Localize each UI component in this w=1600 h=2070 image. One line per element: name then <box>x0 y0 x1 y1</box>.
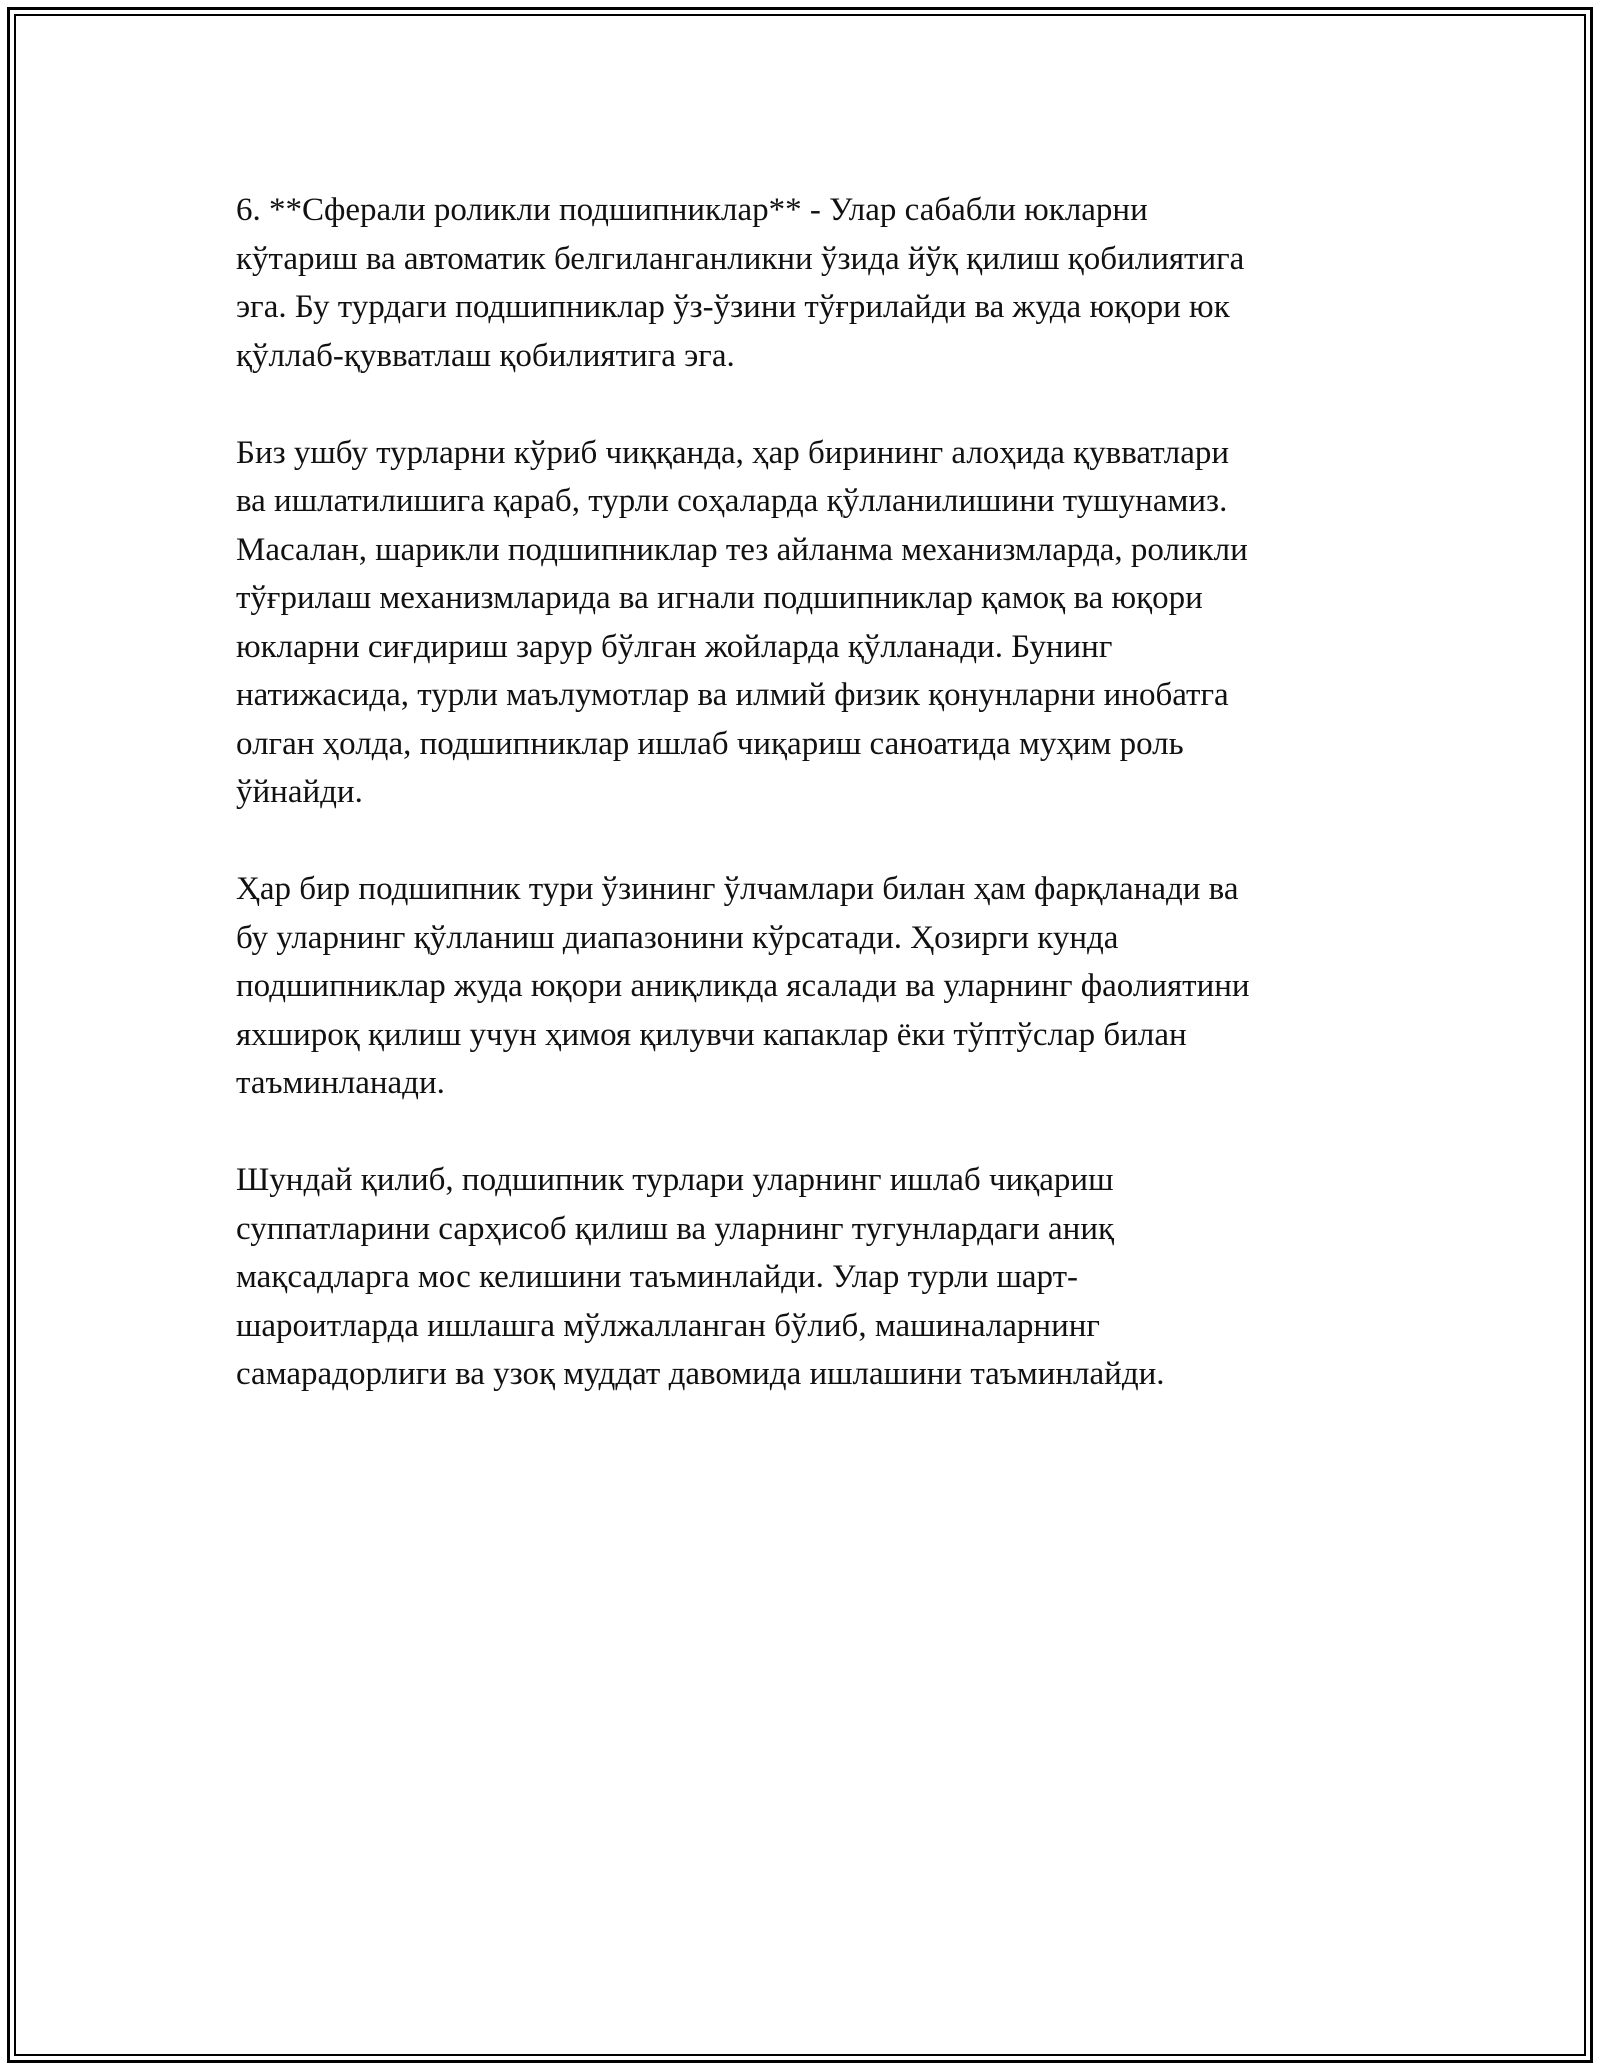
text-line: Биз ушбу турларни кўриб чиққанда, ҳар бирининг алоҳида қувватлари <box>236 434 1230 471</box>
paragraph-applications <box>236 429 1386 817</box>
text-line: кўтариш ва автоматик белгиланганликни ўзида йўқ қилиш қобилиятига <box>236 240 1245 277</box>
text-line: Ҳар бир подшипник тури ўзининг ўлчамлари билан ҳам фарқланади ва <box>236 871 1239 907</box>
text-line: ўйнайди. <box>236 774 363 810</box>
text-line: самарадорлиги ва узоқ муддат давомида ишлашини таъминлайди. <box>236 1356 1165 1392</box>
text-line: олган ҳолда, подшипниклар ишлаб чиқариш саноатида муҳим роль <box>236 725 1184 762</box>
text-line: 6. **Сферали роликли подшипниклар** - Улар сабабли юкларни <box>236 192 1148 228</box>
text-line: натижасида, турли маълумотлар ва илмий физик қонунларни инобатга <box>236 677 1229 713</box>
text-line: суппатларини сарҳисоб қилиш ва уларнинг тугунлардаги аниқ <box>236 1210 1115 1247</box>
text-line: эга. Бу турдаги подшипниклар ўз-ўзини тўғрилайди ва жуда юқори юк <box>236 289 1230 325</box>
paragraph-conclusion <box>236 1156 1386 1399</box>
text-line: таъминланади. <box>236 1065 445 1101</box>
text-line: бу уларнинг қўлланиш диапазонини кўрсатади. Ҳозирги кунда <box>236 919 1119 956</box>
paragraph-spherical-roller-bearings <box>236 186 1386 380</box>
paragraph-dimensions <box>236 865 1386 1108</box>
text-line: Шундай қилиб, подшипник турлари уларнинг ишлаб чиқариш <box>236 1162 1114 1198</box>
text-line: яхшироқ қилиш учун ҳимоя қилувчи капаклар ёки тўптўслар билан <box>236 1016 1187 1053</box>
text-line: мақсадларга мос келишини таъминлайди. Улар турли шарт- <box>236 1259 1079 1295</box>
text-line: қўллаб-қувватлаш қобилиятига эга. <box>236 337 735 374</box>
text-line: ва ишлатилишига қараб, турли соҳаларда қўлланилишини тушунамиз. <box>236 483 1228 519</box>
text-line: тўғрилаш механизмларида ва игнали подшипниклар қамоқ ва юқори <box>236 580 1203 616</box>
text-line: подшипниклар жуда юқори аниқликда ясалади ва уларнинг фаолиятини <box>236 968 1250 1004</box>
text-line: Масалан, шарикли подшипниклар тез айланма механизмларда, роликли <box>236 531 1248 568</box>
text-line: юкларни сиғдириш зарур бўлган жойларда қўлланади. Бунинг <box>236 628 1113 665</box>
text-line: шароитларда ишлашга мўлжалланган бўлиб, машиналарнинг <box>236 1307 1100 1344</box>
document-body <box>236 186 1386 1447</box>
